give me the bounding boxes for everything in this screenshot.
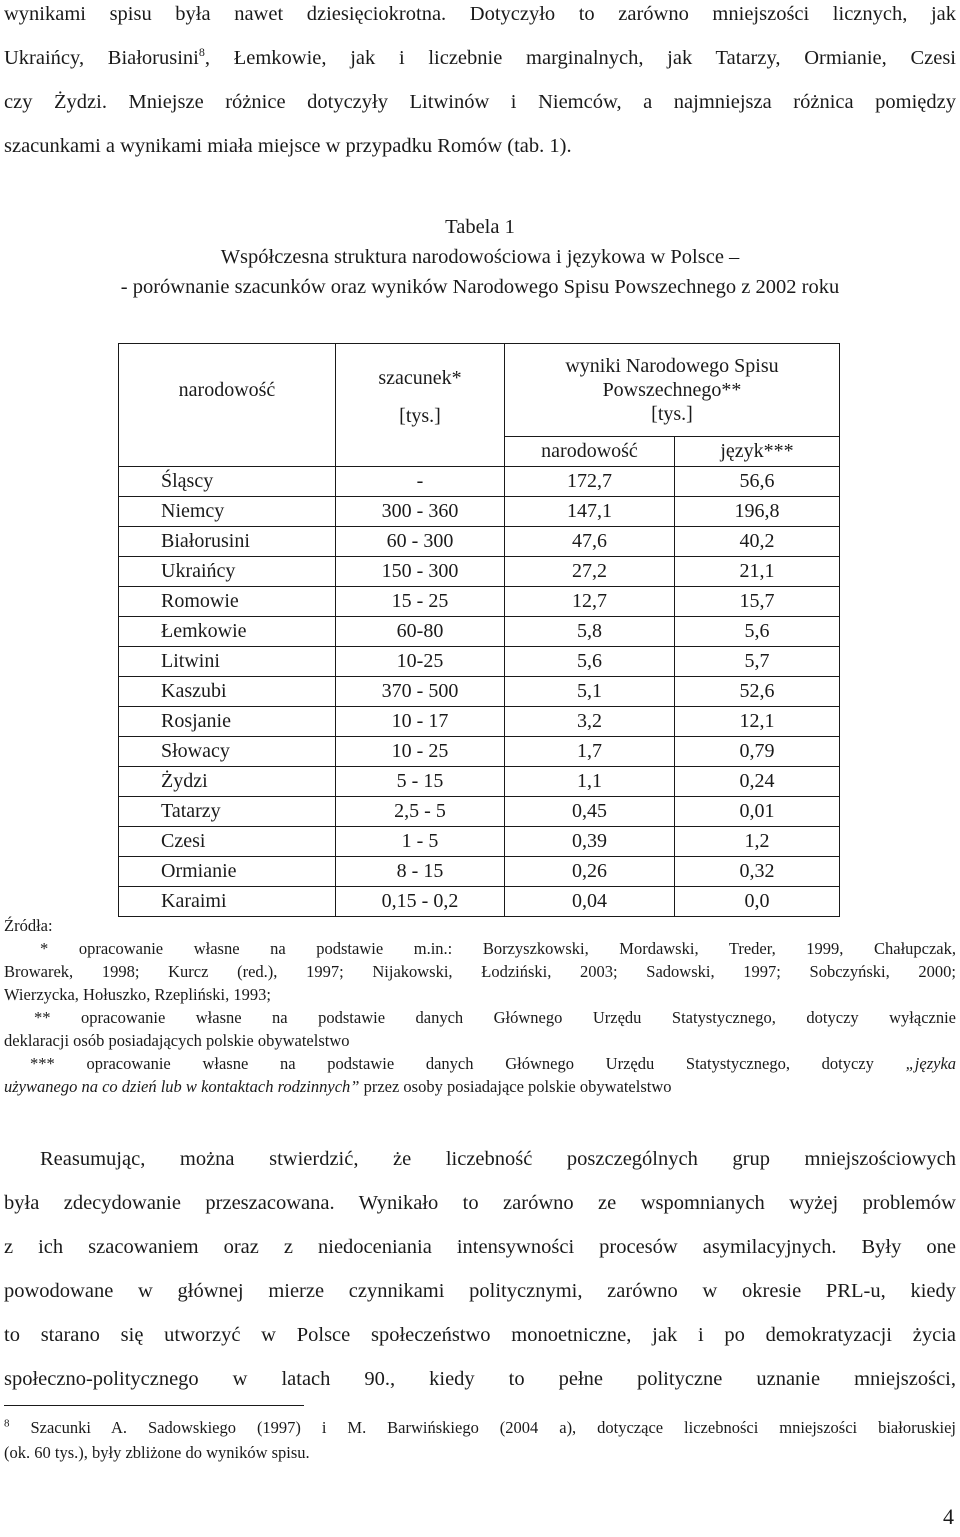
- row-census-nationality: 0,45: [505, 797, 675, 827]
- row-census-nationality: 47,6: [505, 527, 675, 557]
- row-name: Tatarzy: [119, 797, 336, 827]
- source-note: *** opracowanie własne na podstawie danych Głównego Urzędu Statystycznego, dotyczy „języka: [30, 1054, 956, 1073]
- row-estimate: 10-25: [336, 647, 505, 677]
- row-estimate: 5 - 15: [336, 767, 505, 797]
- row-estimate: 10 - 25: [336, 737, 505, 767]
- text-line: to starano się utworzyć w Polsce społeczeństwo monoetniczne, jak i po demokratyzacji życia: [4, 1324, 956, 1346]
- text-line: społeczno-politycznego w latach 90., kiedy to pełne polityczne uznanie mniejszości,: [4, 1368, 956, 1390]
- row-estimate: 15 - 25: [336, 587, 505, 617]
- row-name: Śląscy: [119, 467, 336, 497]
- row-name: Ukraińcy: [119, 557, 336, 587]
- table-row: [119, 737, 840, 767]
- row-estimate: 300 - 360: [336, 497, 505, 527]
- row-census-language: 1,2: [675, 827, 840, 857]
- row-census-nationality: 5,8: [505, 617, 675, 647]
- row-name: Karaimi: [119, 887, 336, 917]
- text-line: Reasumując, można stwierdzić, że liczebność poszczególnych grup mniejszościowych: [40, 1148, 956, 1170]
- row-census-nationality: 5,6: [505, 647, 675, 677]
- row-name: Litwini: [119, 647, 336, 677]
- row-name: Słowacy: [119, 737, 336, 767]
- table-row: [119, 797, 840, 827]
- row-census-nationality: 12,7: [505, 587, 675, 617]
- row-estimate: 150 - 300: [336, 557, 505, 587]
- row-estimate: -: [336, 467, 505, 497]
- text-line: była zdecydowanie przeszacowana. Wynikało to zarówno ze wspomnianych wyżej problemów: [4, 1192, 956, 1214]
- row-estimate: 10 - 17: [336, 707, 505, 737]
- sources-block: [4, 914, 956, 1098]
- table-caption: [0, 212, 960, 302]
- row-name: Niemcy: [119, 497, 336, 527]
- sources-label: Źródła:: [4, 916, 53, 935]
- row-name: Łemkowie: [119, 617, 336, 647]
- row-estimate: 2,5 - 5: [336, 797, 505, 827]
- table-row: [119, 467, 840, 497]
- text-line: szacunkami a wynikami miała miejsce w przypadku Romów (tab. 1).: [4, 135, 572, 157]
- row-census-language: 5,7: [675, 647, 840, 677]
- row-census-language: 0,32: [675, 857, 840, 887]
- table-row: [119, 887, 840, 917]
- row-census-language: 196,8: [675, 497, 840, 527]
- source-note: Browarek, 1998; Kurcz (red.), 1997; Nijakowski, Łodziński, 2003; Sadowski, 1997; Sobczyński, 2000;: [4, 962, 956, 981]
- row-name: Białorusini: [119, 527, 336, 557]
- row-census-nationality: 147,1: [505, 497, 675, 527]
- row-census-nationality: 0,04: [505, 887, 675, 917]
- row-estimate: 1 - 5: [336, 827, 505, 857]
- row-name: Kaszubi: [119, 677, 336, 707]
- row-census-language: 5,6: [675, 617, 840, 647]
- table-row: [119, 527, 840, 557]
- row-census-nationality: 5,1: [505, 677, 675, 707]
- table-row: [119, 767, 840, 797]
- text-line: czy Żydzi. Mniejsze różnice dotyczyły Litwinów i Niemców, a najmniejsza różnica pomiędzy: [4, 91, 956, 113]
- row-census-nationality: 172,7: [505, 467, 675, 497]
- row-census-nationality: 3,2: [505, 707, 675, 737]
- row-census-language: 12,1: [675, 707, 840, 737]
- source-note: Wierzycka, Hołuszko, Rzepliński, 1993;: [4, 985, 271, 1004]
- header-estimate: szacunek* [tys.]: [336, 344, 505, 437]
- source-note: deklaracji osób posiadających polskie obywatelstwo: [4, 1031, 350, 1050]
- table-title-line: Współczesna struktura narodowościowa i językowa w Polsce –: [220, 246, 740, 268]
- row-census-language: 0,0: [675, 887, 840, 917]
- footnote-line: (ok. 60 tys.), były zbliżone do wyników spisu.: [4, 1443, 310, 1462]
- row-estimate: 0,15 - 0,2: [336, 887, 505, 917]
- header-census-nationality: narodowość: [505, 437, 675, 467]
- row-name: Czesi: [119, 827, 336, 857]
- table-label: Tabela 1: [445, 216, 515, 238]
- header-census: wyniki Narodowego Spisu Powszechnego** [tys.]: [505, 344, 840, 437]
- footnote-line: $^8$ Szacunki A. Sadowskiego (1997) i M. Barwińskiego (2004 a), dotyczące liczebności mniejszości białoruskiej: [4, 1417, 956, 1437]
- footnote: [4, 1415, 956, 1465]
- row-name: Ormianie: [119, 857, 336, 887]
- source-note: ** opracowanie własne na podstawie danych Głównego Urzędu Statystycznego, dotyczy wyłącznie: [34, 1008, 956, 1027]
- source-note: używanego na co dzień lub w kontaktach rodzinnych” przez osoby posiadające polskie obywatelstwo: [4, 1077, 672, 1096]
- page-number: 4: [943, 1504, 954, 1529]
- table-row: [119, 707, 840, 737]
- row-census-nationality: 27,2: [505, 557, 675, 587]
- table-row: [119, 587, 840, 617]
- table-row: [119, 557, 840, 587]
- row-name: Romowie: [119, 587, 336, 617]
- table-title-line: - porównanie szacunków oraz wyników Narodowego Spisu Powszechnego z 2002 roku: [120, 276, 840, 298]
- row-census-language: 0,01: [675, 797, 840, 827]
- footnote-ref[interactable]: 8: [198, 45, 205, 60]
- row-census-language: 21,1: [675, 557, 840, 587]
- row-census-language: 0,24: [675, 767, 840, 797]
- row-census-language: 40,2: [675, 527, 840, 557]
- footnote-marker: 8: [4, 1417, 10, 1430]
- text-line: z ich szacowaniem oraz z niedoceniania intensywności procesów asymilacyjnych. Były one: [4, 1236, 956, 1258]
- row-census-language: 56,6: [675, 467, 840, 497]
- row-census-language: 0,79: [675, 737, 840, 767]
- text-line: Ukraińcy, Białorusini$^8$, Łemkowie, jak i liczebnie marginalnych, jak Tatarzy, Ormianie, Czesi: [4, 45, 956, 69]
- row-census-nationality: 1,1: [505, 767, 675, 797]
- row-census-nationality: 0,39: [505, 827, 675, 857]
- row-name: Rosjanie: [119, 707, 336, 737]
- row-census-nationality: 0,26: [505, 857, 675, 887]
- table-row: [119, 857, 840, 887]
- table-row: [119, 497, 840, 527]
- conclusion-paragraph: [4, 1137, 956, 1401]
- row-estimate: 370 - 500: [336, 677, 505, 707]
- table-row: [119, 827, 840, 857]
- table-row: [119, 647, 840, 677]
- footnote-separator: [4, 1405, 304, 1406]
- table-row: [119, 677, 840, 707]
- header-nationality: narodowość: [119, 344, 336, 437]
- text-line: powodowane w głównej mierze czynnikami politycznymi, zarówno w okresie PRL-u, kiedy: [4, 1280, 956, 1302]
- source-note: * opracowanie własne na podstawie m.in.: Borzyszkowski, Mordawski, Treder, 1999, Chałupczak,: [40, 939, 956, 958]
- row-estimate: 8 - 15: [336, 857, 505, 887]
- intro-paragraph: [4, 0, 956, 168]
- row-census-nationality: 1,7: [505, 737, 675, 767]
- row-estimate: 60-80: [336, 617, 505, 647]
- row-census-language: 52,6: [675, 677, 840, 707]
- row-estimate: 60 - 300: [336, 527, 505, 557]
- text-line: wynikami spisu była nawet dziesięciokrotna. Dotyczyło to zarówno mniejszości licznych, jak: [4, 3, 956, 25]
- row-name: Żydzi: [119, 767, 336, 797]
- table-row: [119, 617, 840, 647]
- header-census-language: język***: [675, 437, 840, 467]
- row-census-language: 15,7: [675, 587, 840, 617]
- nationality-table: [118, 343, 840, 917]
